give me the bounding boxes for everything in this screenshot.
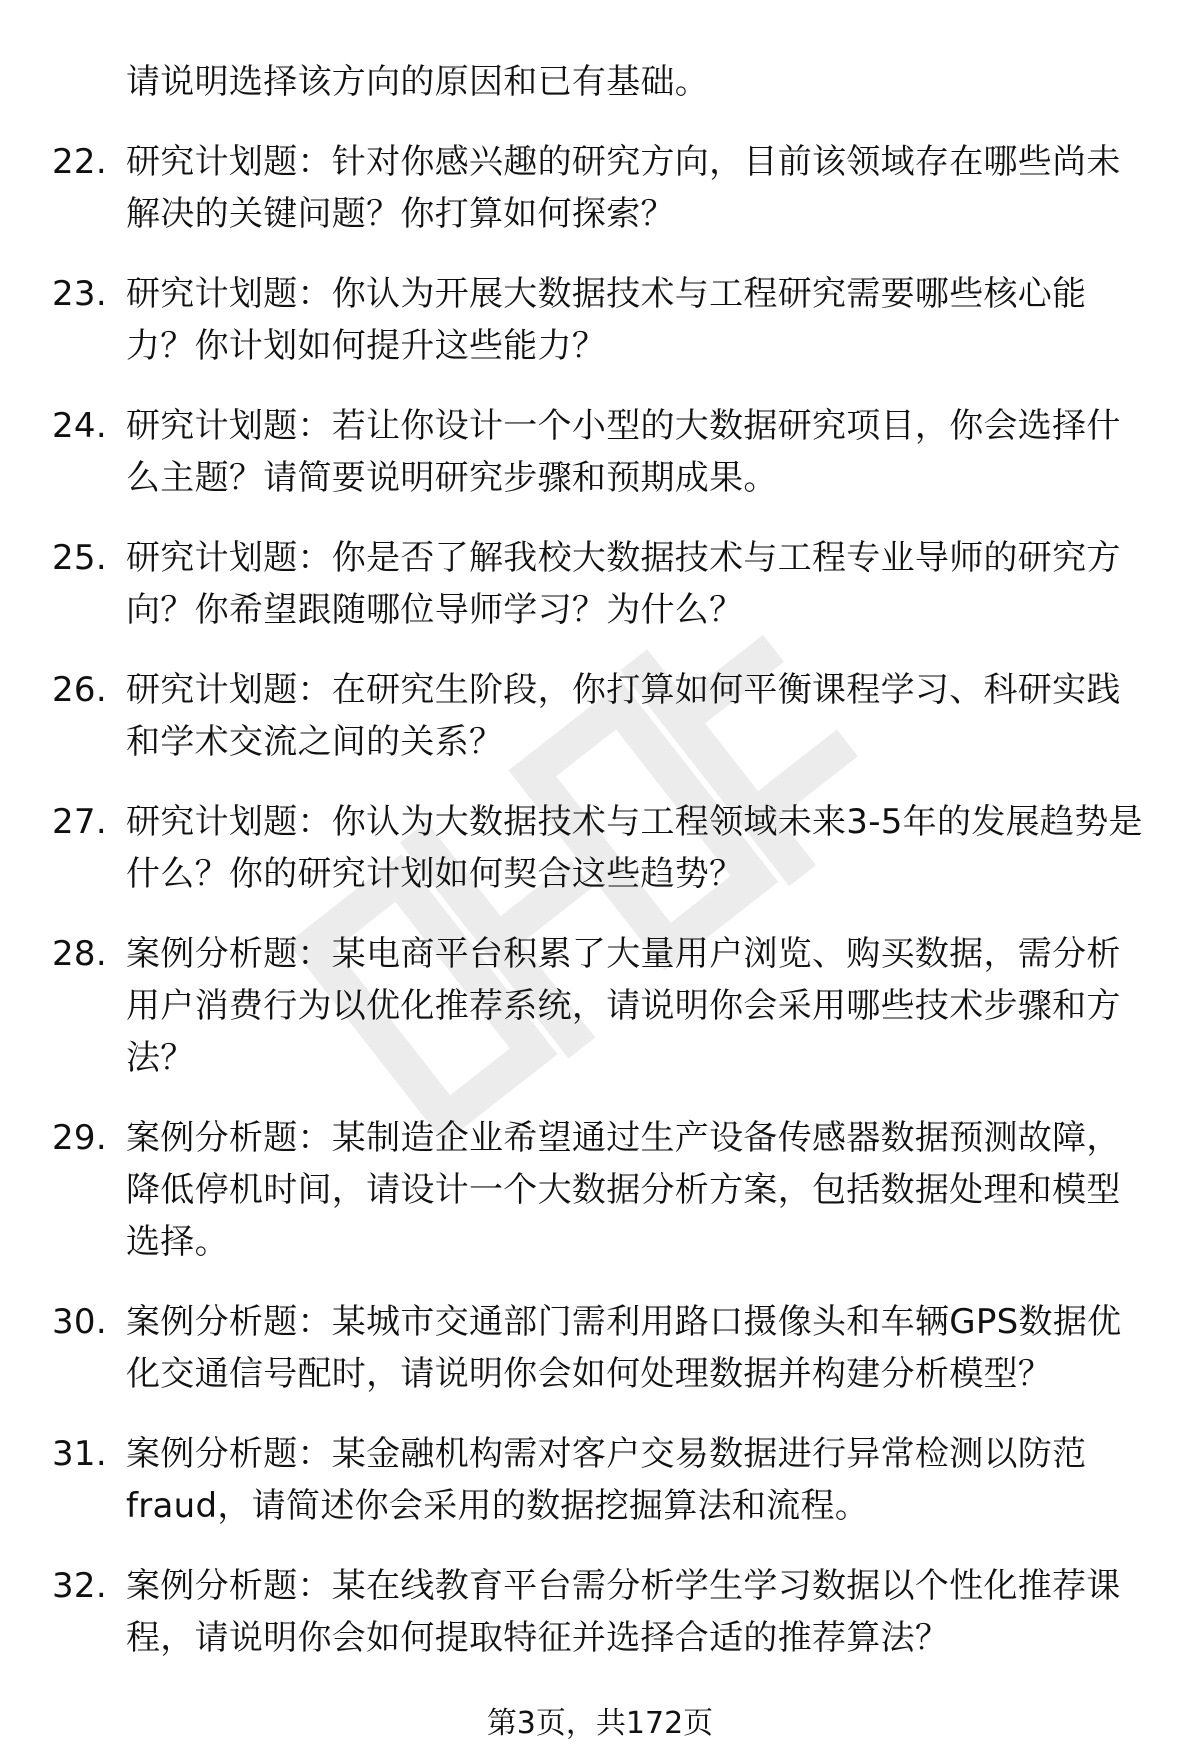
continued-question-text: 请说明选择该方向的原因和已有基础。 [126,62,710,102]
question-item [52,532,1152,636]
question-text: 研究计划题：你认为开展大数据技术与工程研究需要哪些核心能力？你计划如何提升这些能力？ [126,274,1087,366]
question-item [52,400,1152,504]
question-item [52,1112,1152,1268]
question-text: 研究计划题：在研究生阶段，你打算如何平衡课程学习、科研实践和学术交流之间的关系？ [126,670,1121,762]
question-number: 23. [52,274,107,314]
question-number: 29. [52,1118,107,1158]
question-item [52,1428,1152,1532]
question-text: 案例分析题：某电商平台积累了大量用户浏览、购买数据，需分析用户消费行为以优化推荐系统，请说明你会采用哪些技术步骤和方法？ [126,934,1121,1078]
question-text: 案例分析题：某制造企业希望通过生产设备传感器数据预测故障，降低停机时间，请设计一个大数据分析方案，包括数据处理和模型选择。 [126,1118,1121,1262]
question-text: 研究计划题：针对你感兴趣的研究方向，目前该领域存在哪些尚未解决的关键问题？你打算如何探索？ [126,142,1121,234]
question-number: 28. [52,934,107,974]
question-number: 24. [52,406,107,446]
question-text: 研究计划题：你认为大数据技术与工程领域未来3-5年的发展趋势是什么？你的研究计划如何契合这些趋势？ [126,802,1143,894]
question-text: 案例分析题：某城市交通部门需利用路口摄像头和车辆GPS数据优化交通信号配时，请说明你会如何处理数据并构建分析模型？ [126,1302,1122,1394]
question-text: 研究计划题：你是否了解我校大数据技术与工程专业导师的研究方向？你希望跟随哪位导师学习？为什么？ [126,538,1121,630]
question-number: 32. [52,1566,107,1606]
question-text: 研究计划题：若让你设计一个小型的大数据研究项目，你会选择什么主题？请简要说明研究步骤和预期成果。 [126,406,1121,498]
question-number: 25. [52,538,107,578]
question-number: 30. [52,1302,107,1342]
question-list [52,56,1152,1692]
question-item [52,928,1152,1084]
question-item [52,796,1152,900]
question-number: 31. [52,1434,107,1474]
question-number: 26. [52,670,107,710]
question-number: 22. [52,142,107,182]
question-number: 27. [52,802,107,842]
question-text: 案例分析题：某金融机构需对客户交易数据进行异常检测以防范fraud，请简述你会采用的数据挖掘算法和流程。 [126,1434,1087,1526]
question-item [52,136,1152,240]
question-item [52,664,1152,768]
question-item [52,268,1152,372]
question-item [52,1560,1152,1664]
page-number-footer: 第3页，共172页 [486,1706,714,1741]
question-item [52,1296,1152,1400]
question-text: 案例分析题：某在线教育平台需分析学生学习数据以个性化推荐课程，请说明你会如何提取特征并选择合适的推荐算法？ [126,1566,1121,1658]
